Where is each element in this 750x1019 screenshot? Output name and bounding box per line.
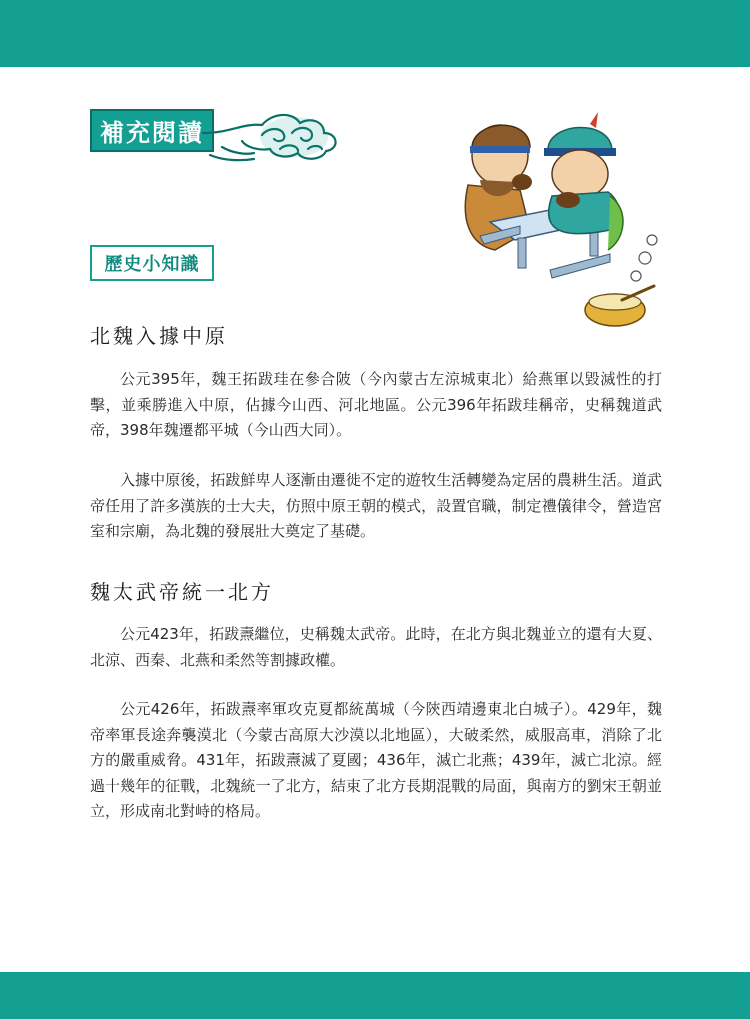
body-paragraph: 公元423年，拓跋燾繼位，史稱魏太武帝。此時，在北方與北魏並立的還有大夏、北涼、西秦、北燕和柔然等割據政權。 xyxy=(90,625,662,669)
body-paragraph: 入據中原後，拓跋鮮卑人逐漸由遷徙不定的遊牧生活轉變為定居的農耕生活。道武帝任用了許多漢族的士大夫，仿照中原王朝的模式，設置官職，制定禮儀律令，營造宮室和宗廟，為北魏的發展壯大奠定了基礎。 xyxy=(90,471,662,540)
history-trivia-tag: 歷史小知識 xyxy=(90,245,214,281)
section-heading: 魏太武帝統一北方 xyxy=(90,580,274,604)
banner-title: 補充閱讀 xyxy=(90,109,214,152)
bottom-footer-band xyxy=(0,972,750,1019)
top-header-band xyxy=(0,0,750,67)
northern-wei-figures-illustration xyxy=(440,110,665,335)
body-paragraph: 公元395年，魏王拓跋珪在參合陂（今內蒙古左涼城東北）給燕軍以毀滅性的打擊，並乘勝進入中原，佔據今山西、河北地區。公元396年拓跋珪稱帝，史稱魏道武帝，398年魏遷都平城（今山西大同）。 xyxy=(90,370,662,439)
cloud-ornament-icon xyxy=(202,103,407,175)
body-paragraph: 公元426年，拓跋燾率軍攻克夏都統萬城（今陝西靖邊東北白城子）。429年，魏帝率軍長途奔襲漠北（今蒙古高原大沙漠以北地區），大破柔然，威服高車，消除了北方的嚴重威脅。431年，拓跋燾滅了夏國；436年，滅亡北燕；439年，滅亡北涼。經過十幾年的征戰，北魏統一了北方，結束了北方長期混戰的局面，與南方的劉宋王朝並立，形成南北對峙的格局。 xyxy=(90,700,662,820)
section-heading: 北魏入據中原 xyxy=(90,324,228,348)
supplementary-reading-banner xyxy=(90,103,320,175)
